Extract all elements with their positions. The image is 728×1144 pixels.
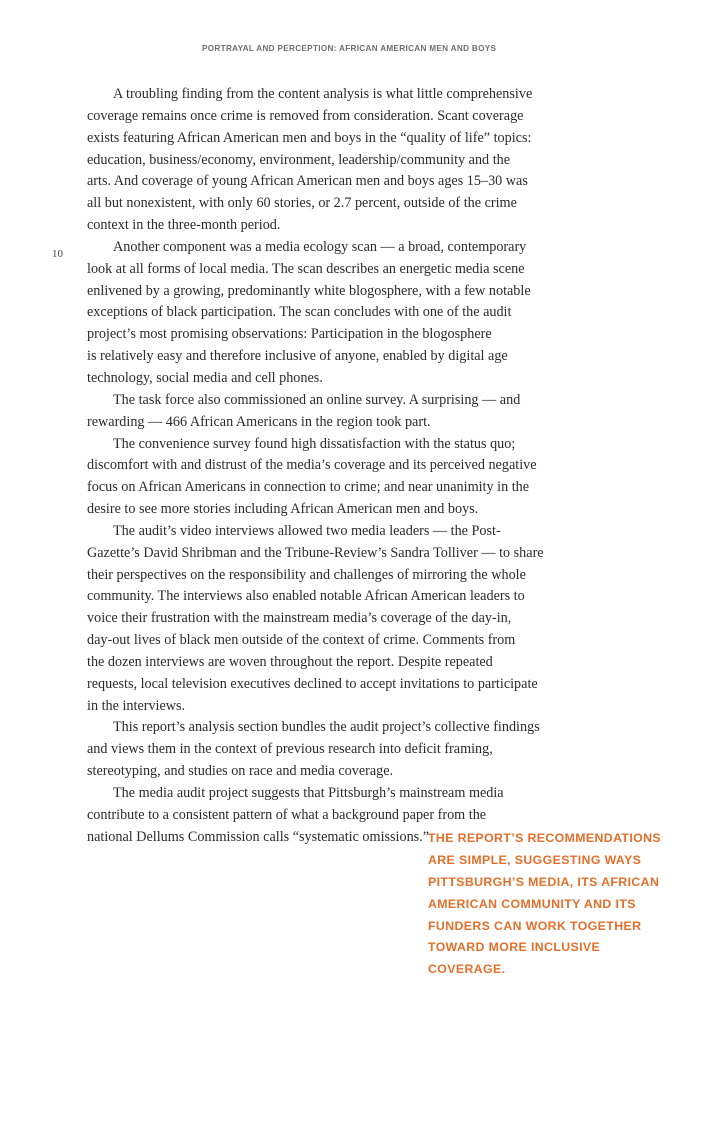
body-line: contribute to a consistent pattern of what a background paper from the <box>87 806 487 823</box>
body-line: look at all forms of local media. The scan describes an energetic media scene <box>87 260 525 277</box>
body-line: exists featuring African American men and boys in the “quality of life” topics: <box>87 129 532 146</box>
body-line: stereotyping, and studies on race and media coverage. <box>87 763 394 780</box>
body-line: technology, social media and cell phones. <box>87 369 323 386</box>
body-line: This report’s analysis section bundles the audit project’s collective findings <box>113 719 540 736</box>
page-number: 10 <box>52 248 63 260</box>
pull-quote-line: TOWARD MORE INCLUSIVE <box>428 940 601 955</box>
body-line: enlivened by a growing, predominantly white blogosphere, with a few notable <box>87 282 531 299</box>
body-line: community. The interviews also enabled notable African American leaders to <box>87 588 525 605</box>
body-line: Another component was a media ecology scan — a broad, contemporary <box>113 238 527 255</box>
pull-quote <box>428 828 661 981</box>
body-line: The audit’s video interviews allowed two media leaders — the Post- <box>113 522 501 539</box>
body-line: their perspectives on the responsibility and challenges of mirroring the whole <box>87 566 526 583</box>
body-line: discomfort with and distrust of the media’s coverage and its perceived negative <box>87 457 537 474</box>
body-line: A troubling finding from the content analysis is what little comprehensive <box>113 86 533 102</box>
pull-quote-line: FUNDERS CAN WORK TOGETHER <box>428 918 642 933</box>
body-line: exceptions of black participation. The scan concludes with one of the audit <box>87 304 512 321</box>
pull-quote-line: COVERAGE. <box>428 962 506 977</box>
body-line: context in the three-month period. <box>87 217 281 234</box>
pull-quote-line: PITTSBURGH’S MEDIA, ITS AFRICAN <box>428 874 660 889</box>
body-line: The task force also commissioned an online survey. A surprising — and <box>113 391 521 408</box>
pull-quote-line: ARE SIMPLE, SUGGESTING WAYS <box>428 852 642 867</box>
body-line: coverage remains once crime is removed from consideration. Scant coverage <box>87 107 524 124</box>
body-line: national Dellums Commission calls “systematic omissions.” <box>87 828 430 845</box>
body-line: arts. And coverage of young African American men and boys ages 15–30 was <box>87 173 528 190</box>
pull-quote-line: THE REPORT’S RECOMMENDATIONS <box>428 831 662 845</box>
body-line: all but nonexistent, with only 60 stories, or 2.7 percent, outside of the crime <box>87 195 517 212</box>
pull-quote-line: AMERICAN COMMUNITY AND ITS <box>428 896 636 911</box>
body-line: the dozen interviews are woven throughout the report. Despite repeated <box>87 653 493 670</box>
body-line: and views them in the context of previous research into deficit framing, <box>87 741 493 758</box>
running-head: PORTRAYAL AND PERCEPTION: AFRICAN AMERICAN MEN AND BOYS <box>202 44 497 53</box>
body-line: focus on African Americans in connection to crime; and near unanimity in the <box>87 479 530 496</box>
body-line: rewarding — 466 African Americans in the region took part. <box>87 413 431 430</box>
body-line: day-out lives of black men outside of the context of crime. Comments from <box>87 632 516 649</box>
body-line: project’s most promising observations: Participation in the blogosphere <box>87 326 492 343</box>
body-line: The convenience survey found high dissatisfaction with the status quo; <box>113 435 516 452</box>
body-line: education, business/economy, environment, leadership/community and the <box>87 151 511 168</box>
body-line: is relatively easy and therefore inclusive of anyone, enabled by digital age <box>87 348 508 365</box>
body-line: desire to see more stories including African American men and boys. <box>87 501 479 518</box>
body-line: Gazette’s David Shribman and the Tribune-Review’s Sandra Tolliver — to share <box>87 544 544 561</box>
body-text <box>87 84 544 849</box>
body-line: The media audit project suggests that Pittsburgh’s mainstream media <box>113 785 504 801</box>
body-line: voice their frustration with the mainstream media’s coverage of the day-in, <box>87 610 512 627</box>
body-line: requests, local television executives declined to accept invitations to participate <box>87 675 538 692</box>
body-line: in the interviews. <box>87 697 186 714</box>
